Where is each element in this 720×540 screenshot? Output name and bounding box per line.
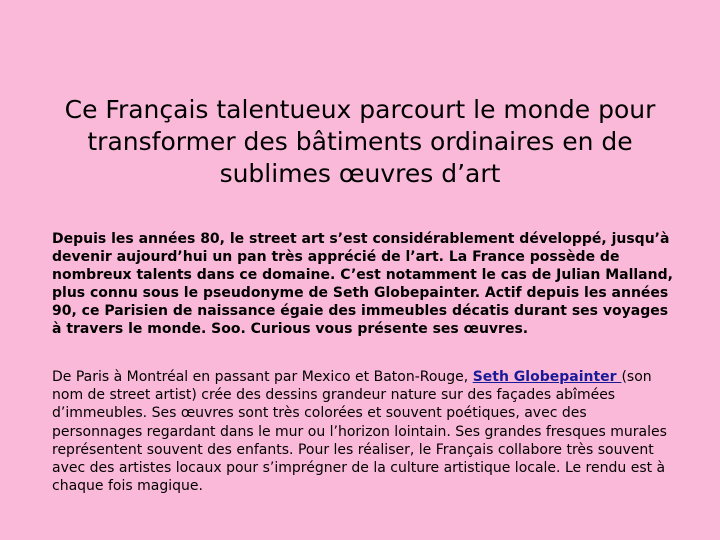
body-paragraph [52, 368, 677, 495]
body-text-after-link: (son nom de street artist) crée des dessins grandeur nature sur des façades abîmées d’immeubles. Ses œuvres sont très colorées et souvent poétiques, avec des personnages regardant dans le mur ou l’horizon lointain. Ses grandes fresques murales représentent souvent des enfants. Pour les réaliser, le Français collabore très souvent avec des artistes locaux pour s’imprégner de la culture artistique locale. Le rendu est à chaque fois magique. [52, 369, 667, 495]
slide-title: Ce Français talentueux parcourt le monde pour transformer des bâtiments ordinaires en de sublimes œuvres d’art [64, 95, 656, 188]
body-text-before-link: De Paris à Montréal en passant par Mexico et Baton-Rouge, [52, 369, 473, 385]
intro-paragraph: Depuis les années 80, le street art s’est considérablement développé, jusqu’à devenir aujourd’hui un pan très apprécié de l’art. La France possède de nombreux talents dans ce domaine. C’est notamment le cas de Julian Malland, plus connu sous le pseudonyme de Seth Globepainter. Actif depuis les années 90, ce Parisien de naissance égaie des immeubles décatis durant ses voyages à travers le monde. Soo. Curious vous présente ses œuvres. [52, 231, 673, 337]
seth-globepainter-link[interactable]: Seth Globepainter [472, 369, 622, 385]
